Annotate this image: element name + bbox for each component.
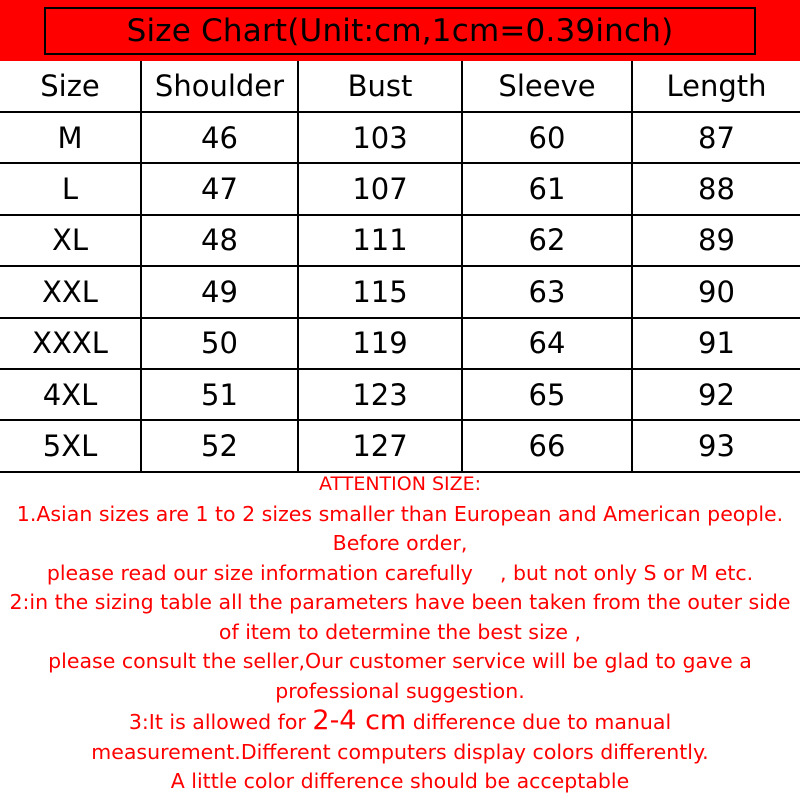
cell-size: 4XL (0, 370, 142, 419)
title-bar (0, 0, 800, 61)
note-line: measurement.Different computers display colors differently. (91, 739, 709, 764)
cell-bust: 119 (299, 319, 463, 368)
cell-sleeve: 63 (463, 267, 633, 316)
cell-shoulder: 49 (142, 267, 299, 316)
cell-sleeve: 61 (463, 164, 633, 213)
table-row (0, 265, 800, 316)
cell-sleeve: 60 (463, 113, 633, 162)
cell-bust: 103 (299, 113, 463, 162)
cell-bust: 111 (299, 216, 463, 265)
table-row (0, 214, 800, 265)
cell-size: M (0, 113, 142, 162)
header-size: Size (0, 61, 142, 111)
header-shoulder: Shoulder (142, 61, 299, 111)
cell-size: XL (0, 216, 142, 265)
cell-length: 90 (698, 274, 735, 309)
table-row (0, 368, 800, 419)
note-line: 2:in the sizing table all the parameters have been taken from the outer side (9, 590, 791, 614)
cell-bust: 127 (299, 421, 463, 470)
tolerance-pre: 3:It is allowed for (128, 710, 313, 734)
cell-sleeve: 64 (463, 319, 633, 368)
cell-bust: 123 (299, 370, 463, 419)
cell-shoulder: 52 (142, 421, 299, 470)
table-row (0, 317, 800, 368)
cell-shoulder: 51 (142, 370, 299, 419)
note-line: please read our size information carefully , but not only S or M etc. (46, 560, 754, 585)
note-line: of item to determine the best size , (218, 619, 582, 644)
cell-sleeve: 66 (463, 421, 633, 470)
size-notes (0, 470, 800, 797)
header-bust: Bust (299, 61, 463, 111)
cell-length: 87 (698, 120, 735, 155)
cell-shoulder: 48 (142, 216, 299, 265)
note-line: please consult the seller,Our customer service will be glad to gave a (48, 649, 752, 673)
size-table (0, 61, 800, 473)
table-header-row (0, 61, 800, 111)
notes-heading: ATTENTION SIZE: (318, 473, 482, 495)
cell-sleeve: 62 (463, 216, 633, 265)
cell-size: 5XL (0, 421, 142, 470)
cell-length: 91 (698, 326, 735, 361)
note-line: Before order, (332, 531, 468, 555)
cell-size: L (0, 164, 142, 213)
note-line: 1.Asian sizes are 1 to 2 sizes smaller than European and American people. (16, 501, 784, 526)
table-row (0, 162, 800, 213)
header-sleeve: Sleeve (463, 61, 633, 111)
cell-length: 88 (698, 172, 735, 207)
tolerance-value: 2-4 cm (312, 705, 407, 736)
cell-length: 92 (698, 377, 735, 412)
cell-length: 93 (698, 429, 735, 464)
table-row (0, 419, 800, 470)
page-title: Size Chart(Unit:cm,1cm=0.39inch) (44, 7, 756, 55)
cell-bust: 107 (299, 164, 463, 213)
cell-size: XXXL (0, 319, 142, 368)
cell-size: XXL (0, 267, 142, 316)
note-line: professional suggestion. (275, 678, 525, 703)
cell-bust: 115 (299, 267, 463, 316)
cell-length: 89 (698, 223, 735, 258)
tolerance-post: difference due to manual (406, 710, 672, 734)
cell-shoulder: 50 (142, 319, 299, 368)
cell-shoulder: 46 (142, 113, 299, 162)
cell-sleeve: 65 (463, 370, 633, 419)
note-line-tolerance (0, 706, 800, 738)
header-length: Length (666, 69, 767, 103)
note-line: A little color difference should be acceptable (170, 769, 630, 793)
cell-shoulder: 47 (142, 164, 299, 213)
table-row (0, 111, 800, 162)
